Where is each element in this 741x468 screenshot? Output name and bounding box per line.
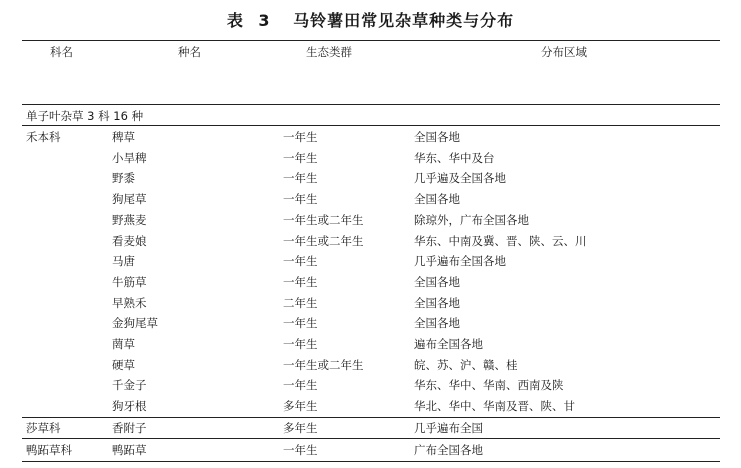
table-row: [0, 189, 741, 209]
header-family: 科名: [50, 45, 73, 59]
cell-species: 狗尾草: [112, 192, 147, 207]
cell-life-form: 一年生: [283, 443, 318, 457]
cell-life-form: 一年生或二年生: [283, 233, 364, 248]
table-title-number: 3: [258, 11, 271, 30]
cell-species: 野燕麦: [112, 212, 147, 227]
cell-life-form: 一年生: [283, 274, 318, 289]
cell-species: 硬草: [112, 357, 135, 372]
cell-life-form: 一年生: [283, 254, 318, 269]
header-life-form: 生态类群: [306, 45, 352, 59]
cell-family: 鸭跖草科: [26, 443, 72, 457]
cell-species: 马唐: [112, 254, 135, 269]
group-rule: [22, 125, 720, 126]
table-row: [0, 313, 741, 333]
cell-life-form: 一年生: [283, 337, 318, 351]
table-row: [0, 272, 741, 292]
cell-life-form: 一年生: [283, 130, 318, 144]
cell-distribution: 遍布全国各地: [414, 337, 483, 351]
cell-distribution: 除琼外，广布全国各地: [414, 212, 529, 227]
header-species: 种名: [178, 45, 201, 59]
cell-species: 狗牙根: [112, 399, 147, 414]
cell-life-form: 一年生: [283, 192, 318, 207]
table-title-label: 表: [226, 11, 244, 30]
cell-life-form: 一年生或二年生: [283, 357, 364, 372]
table-row: [0, 396, 741, 416]
table-row: [0, 168, 741, 188]
table-row: [0, 440, 741, 460]
cell-distribution: 全国各地: [414, 295, 460, 310]
cell-species: 菵草: [112, 337, 135, 351]
table-row: [0, 127, 741, 147]
cell-distribution: 全国各地: [414, 192, 460, 207]
table-row: [0, 251, 741, 271]
family-separator-rule: [22, 438, 720, 439]
cell-species: 小旱稗: [112, 150, 147, 165]
cell-life-form: 一年生: [283, 150, 318, 165]
table-row: [0, 375, 741, 395]
cell-distribution: 几乎遍布全国: [414, 421, 483, 435]
top-rule: [22, 40, 720, 41]
cell-distribution: 全国各地: [414, 274, 460, 289]
cell-life-form: 一年生: [283, 378, 318, 393]
cell-life-form: 二年生: [283, 295, 318, 310]
group-label: 单子叶杂草 3 科 16 种: [26, 109, 144, 123]
table-row: [0, 210, 741, 230]
cell-family: 禾本科: [26, 130, 61, 144]
cell-species: 早熟禾: [112, 295, 147, 310]
header-rule: [22, 104, 720, 105]
table-row: [0, 293, 741, 313]
cell-species: 野黍: [112, 171, 135, 186]
cell-life-form: 一年生: [283, 316, 318, 331]
table-row: [0, 148, 741, 168]
table-row: [0, 418, 741, 438]
cell-species: 香附子: [112, 421, 147, 435]
cell-distribution: 全国各地: [414, 316, 460, 331]
cell-family: 莎草科: [26, 421, 61, 435]
bottom-rule: [22, 461, 720, 462]
cell-distribution: 几乎遍布全国各地: [414, 254, 506, 269]
cell-distribution: 华北、华中、华南及晋、陕、甘: [414, 399, 575, 414]
cell-species: 稗草: [112, 130, 135, 144]
cell-species: 鸭跖草: [112, 443, 147, 457]
table-title: [0, 8, 741, 32]
cell-distribution: 华东、华中、华南、西南及陕: [414, 378, 564, 393]
cell-life-form: 一年生或二年生: [283, 212, 364, 227]
cell-species: 看麦娘: [112, 233, 147, 248]
cell-life-form: 一年生: [283, 171, 318, 186]
cell-distribution: 几乎遍及全国各地: [414, 171, 506, 186]
cell-distribution: 华东、华中及台: [414, 150, 495, 165]
cell-life-form: 多年生: [283, 421, 318, 435]
cell-species: 金狗尾草: [112, 316, 158, 331]
cell-life-form: 多年生: [283, 399, 318, 414]
cell-distribution: 全国各地: [414, 130, 460, 144]
table-row: [0, 231, 741, 251]
cell-distribution: 皖、苏、沪、赣、桂: [414, 357, 518, 372]
header-distribution: 分布区域: [541, 45, 587, 59]
cell-species: 牛筋草: [112, 274, 147, 289]
table-row: [0, 355, 741, 375]
table-title-text: 马铃薯田常见杂草种类与分布: [293, 11, 515, 30]
cell-distribution: 广布全国各地: [414, 443, 483, 457]
cell-distribution: 华东、中南及冀、晋、陕、云、川: [414, 233, 587, 248]
table-row: [0, 334, 741, 354]
cell-species: 千金子: [112, 378, 147, 393]
